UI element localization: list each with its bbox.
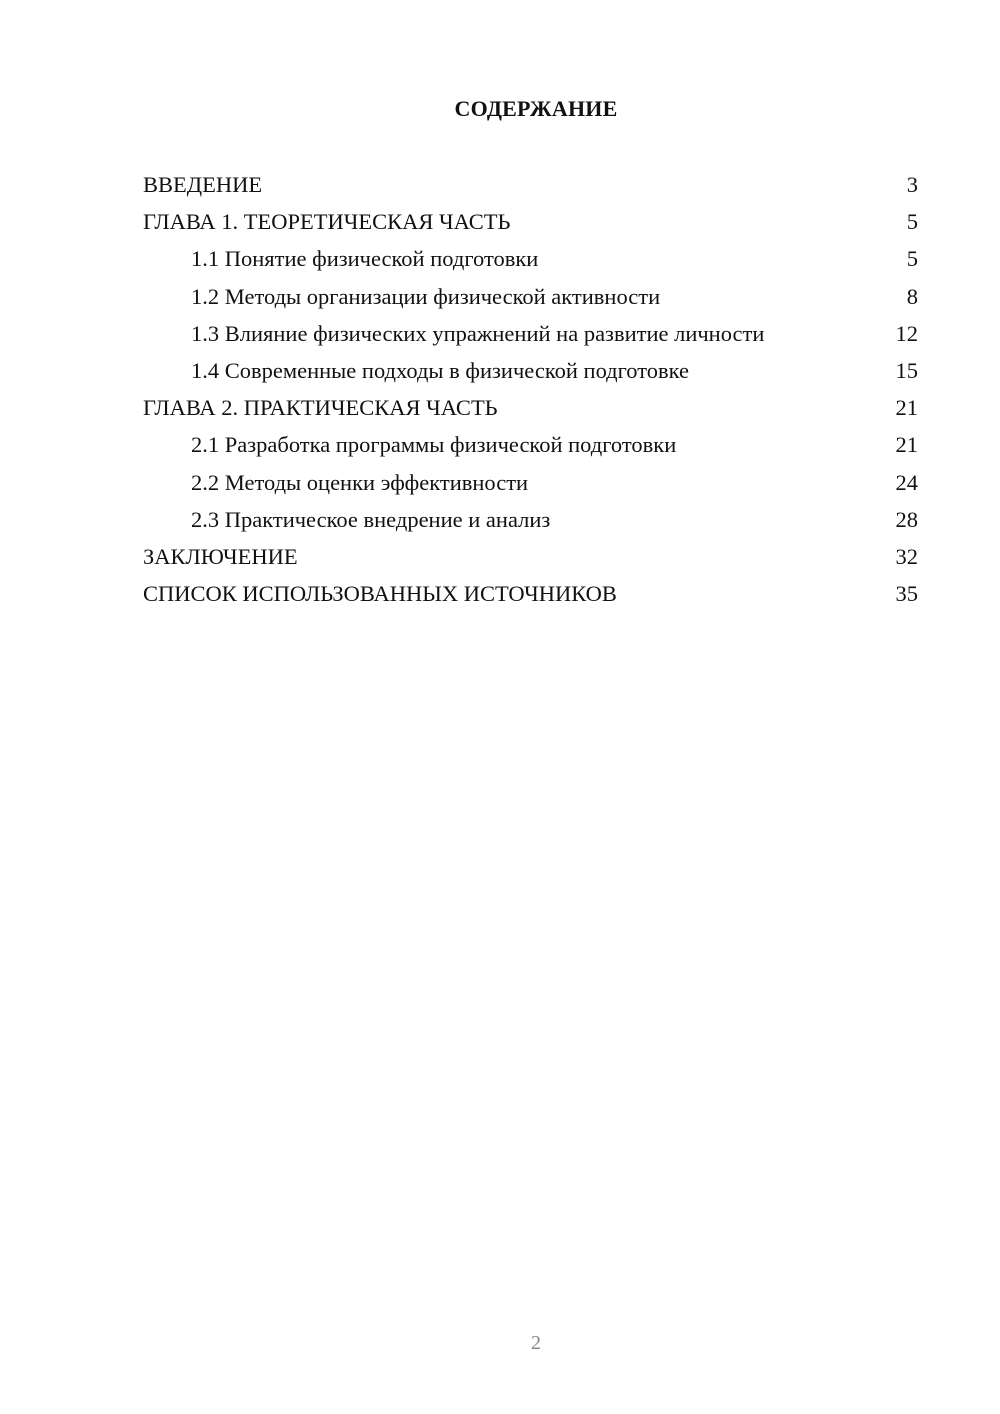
page-number: 2 (531, 1332, 541, 1354)
toc-entry (143, 203, 918, 240)
toc-entry-page: 5 (906, 209, 918, 235)
toc-entry-page: 35 (895, 581, 918, 607)
toc-entry-page: 24 (895, 469, 918, 495)
toc-entry-label: 1.1 Понятие физической подготовки (191, 246, 539, 272)
toc-entry (143, 538, 918, 575)
toc-entry-page: 8 (906, 283, 918, 309)
toc-entry-page: 3 (906, 172, 918, 197)
toc-entry-page: 5 (906, 246, 918, 272)
toc-entry-label: 2.1 Разработка программы физической подготовки (191, 432, 677, 458)
toc-entry-label: ВВЕДЕНИЕ (143, 172, 263, 197)
table-of-contents (143, 166, 918, 612)
toc-entry (143, 426, 918, 463)
toc-entry (143, 166, 918, 203)
toc-entry (143, 501, 918, 538)
toc-entry-page: 28 (895, 506, 918, 532)
toc-entry-label: 1.3 Влияние физических упражнений на развитие личности (191, 320, 765, 346)
toc-entry (143, 240, 918, 277)
toc-entry (143, 278, 918, 315)
toc-entry-label: 2.3 Практическое внедрение и анализ (191, 506, 551, 532)
toc-entry-page: 15 (895, 357, 918, 383)
toc-entry-page: 32 (895, 543, 918, 569)
toc-entry (143, 575, 918, 612)
toc-entry-page: 21 (895, 432, 918, 458)
toc-entry-label: 2.2 Методы оценки эффективности (191, 469, 529, 495)
toc-entry-label: 1.2 Методы организации физической активности (191, 283, 661, 309)
toc-entry-label: ЗАКЛЮЧЕНИЕ (143, 543, 298, 569)
toc-entry (143, 464, 918, 501)
toc-entry (143, 389, 918, 426)
toc-entry-label: ГЛАВА 1. ТЕОРЕТИЧЕСКАЯ ЧАСТЬ (143, 209, 511, 235)
toc-entry-label: 1.4 Современные подходы в физической подготовке (191, 357, 690, 383)
toc-entry-label: СПИСОК ИСПОЛЬЗОВАННЫХ ИСТОЧНИКОВ (143, 581, 617, 607)
toc-entry (143, 315, 918, 352)
toc-entry-page: 21 (895, 395, 918, 421)
toc-entry-label: ГЛАВА 2. ПРАКТИЧЕСКАЯ ЧАСТЬ (143, 395, 498, 421)
toc-entry (143, 352, 918, 389)
toc-entry-page: 12 (895, 320, 918, 346)
page-title: СОДЕРЖАНИЕ (454, 96, 618, 121)
